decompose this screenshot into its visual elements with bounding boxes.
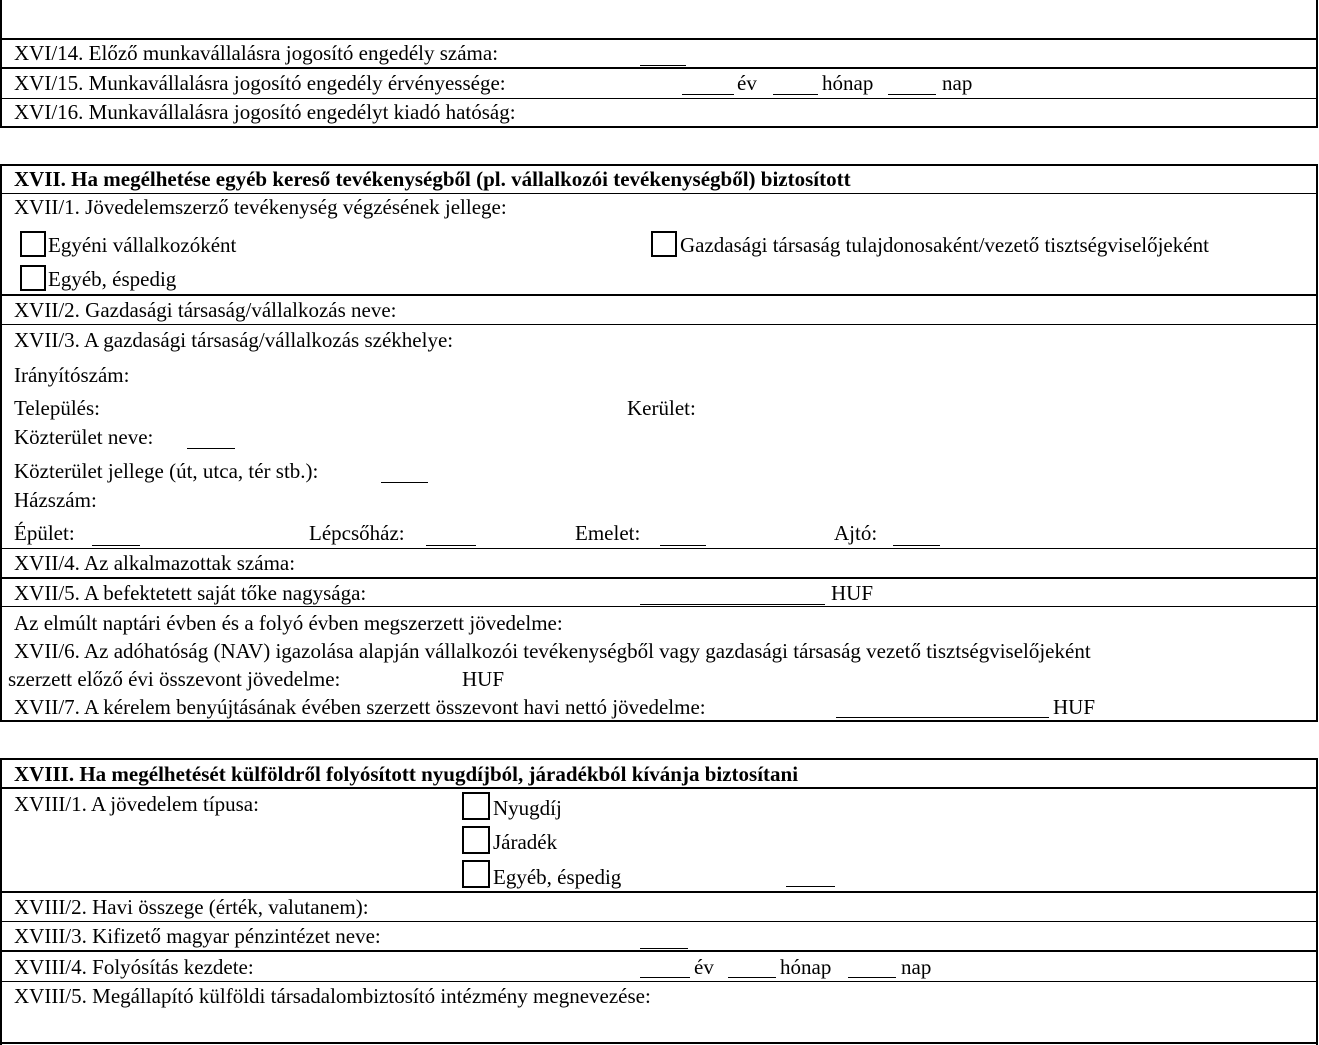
table-border-left xyxy=(0,758,2,1045)
checkbox-gazdasagi-tarsasag[interactable] xyxy=(651,231,677,257)
row-divider xyxy=(0,891,1318,893)
unit-huf: HUF xyxy=(1053,695,1096,719)
field-blank-nap[interactable] xyxy=(848,977,896,978)
table-border-right xyxy=(1316,758,1318,1045)
table-border-right xyxy=(1316,164,1318,722)
field-blank-honap[interactable] xyxy=(728,977,776,978)
row-divider xyxy=(0,67,1318,69)
checkbox-nyugdij[interactable] xyxy=(462,792,490,820)
field-label-ajto: Ajtó: xyxy=(834,521,878,545)
option-label-egyeb-xviii: Egyéb, éspedig xyxy=(493,865,622,889)
field-label-xvii-6: XVII/6. Az adóhatóság (NAV) igazolása alapján vállalkozói tevékenységből vagy gazdasági társaság vezető tisztségviselőjeként xyxy=(14,639,1091,663)
field-label-xvi-16: XVI/16. Munkavállalásra jogosító engedélyt kiadó hatóság: xyxy=(14,100,516,124)
field-label-xviii-4: XVIII/4. Folyósítás kezdete: xyxy=(14,955,254,979)
row-divider xyxy=(0,606,1318,607)
field-label-xvii-6-cont: szerzett előző évi összevont jövedelme: xyxy=(8,667,341,691)
field-blank-xvi-14[interactable] xyxy=(640,65,686,66)
field-label-xvii-3: XVII/3. A gazdasági társaság/vállalkozás székhelye: xyxy=(14,328,454,352)
field-label-hazszam: Házszám: xyxy=(14,488,97,512)
field-label-xvii-4: XVII/4. Az alkalmazottak száma: xyxy=(14,551,296,575)
option-label-jaradek: Járadék xyxy=(493,830,558,854)
field-label-xvii-7: XVII/7. A kérelem benyújtásának évében szerzett összevont havi nettó jövedelme: xyxy=(14,695,706,719)
checkbox-egyeb-xviii[interactable] xyxy=(462,860,490,888)
row-divider xyxy=(0,324,1318,325)
table-border-top xyxy=(0,164,1318,166)
field-label-emelet: Emelet: xyxy=(575,521,641,545)
field-label-xvii-5: XVII/5. A befektetett saját tőke nagysága: xyxy=(14,581,367,605)
checkbox-jaradek[interactable] xyxy=(462,826,490,854)
income-intro: Az elmúlt naptári évben és a folyó évben megszerzett jövedelme: xyxy=(14,611,563,635)
field-label-lepcsohaz: Lépcsőház: xyxy=(309,521,405,545)
field-blank-egyeb-xviii[interactable] xyxy=(786,886,835,887)
unit-huf: HUF xyxy=(462,667,505,691)
row-divider xyxy=(0,981,1318,982)
row-divider xyxy=(0,548,1318,549)
option-label-nyugdij: Nyugdíj xyxy=(493,796,562,820)
field-blank-lepcsohaz[interactable] xyxy=(426,545,476,546)
row-divider xyxy=(0,98,1318,99)
checkbox-egyeb[interactable] xyxy=(20,265,46,291)
field-label-telepules: Település: xyxy=(14,396,100,420)
field-label-xviii-5: XVIII/5. Megállapító külföldi társadalombiztosító intézmény megnevezése: xyxy=(14,984,651,1008)
field-label-xvi-15: XVI/15. Munkavállalásra jogosító engedély érvényessége: xyxy=(14,71,506,95)
field-label-xviii-3: XVIII/3. Kifizető magyar pénzintézet neve: xyxy=(14,924,381,948)
field-blank-penzintezet[interactable] xyxy=(640,948,688,949)
table-border-bottom xyxy=(0,720,1318,722)
field-label-kerulet: Kerület: xyxy=(627,396,696,420)
field-blank-emelet[interactable] xyxy=(660,545,706,546)
field-label-epulet: Épület: xyxy=(14,521,75,545)
field-blank-tőke[interactable] xyxy=(640,604,825,605)
field-label-xviii-2: XVIII/2. Havi összege (érték, valutanem): xyxy=(14,895,369,919)
row-divider xyxy=(0,193,1318,194)
row-divider xyxy=(0,921,1318,922)
option-label-egyeni: Egyéni vállalkozóként xyxy=(48,233,237,257)
table-border-top xyxy=(0,758,1318,760)
field-blank-havi-netto[interactable] xyxy=(836,717,1049,718)
unit-honap: hónap xyxy=(822,71,874,95)
table-border-right xyxy=(1316,0,1318,128)
unit-ev: év xyxy=(737,71,757,95)
field-blank-kozterulet-neve[interactable] xyxy=(187,448,235,449)
table-border-bottom xyxy=(0,126,1318,128)
field-label-xviii-1: XVIII/1. A jövedelem típusa: xyxy=(14,792,259,816)
field-blank-ev[interactable] xyxy=(640,977,690,978)
row-divider xyxy=(0,38,1318,40)
unit-nap: nap xyxy=(901,955,932,979)
checkbox-egyeni-vallalkozo[interactable] xyxy=(20,231,46,257)
field-blank-honap[interactable] xyxy=(773,94,818,95)
unit-ev: év xyxy=(694,955,714,979)
field-label-xvi-14: XVI/14. Előző munkavállalásra jogosító engedély száma: xyxy=(14,41,499,65)
row-divider xyxy=(0,950,1318,952)
option-label-egyeb: Egyéb, éspedig xyxy=(48,267,177,291)
row-divider xyxy=(0,294,1318,296)
section-title-xviii: XVIII. Ha megélhetését külföldről folyósított nyugdíjból, járadékból kívánja biztosítani xyxy=(14,762,799,786)
field-blank-ajto[interactable] xyxy=(893,545,940,546)
table-border-left xyxy=(0,164,2,722)
unit-nap: nap xyxy=(942,71,973,95)
table-border-left xyxy=(0,0,2,128)
field-label-xvii-1: XVII/1. Jövedelemszerző tevékenység végzésének jellege: xyxy=(14,195,507,219)
unit-honap: hónap xyxy=(780,955,832,979)
field-blank-nap[interactable] xyxy=(888,94,936,95)
table-border-bottom xyxy=(0,1042,1318,1044)
field-label-kozterulet-neve: Közterület neve: xyxy=(14,425,154,449)
option-label-gazdasagi: Gazdasági társaság tulajdonosaként/vezető tisztségviselőjeként xyxy=(680,233,1209,257)
field-label-kozterulet-jellege: Közterület jellege (út, utca, tér stb.): xyxy=(14,459,319,483)
field-label-xvii-2: XVII/2. Gazdasági társaság/vállalkozás neve: xyxy=(14,298,397,322)
field-blank-epulet[interactable] xyxy=(92,545,140,546)
field-label-iranyitoszam: Irányítószám: xyxy=(14,363,130,387)
row-divider xyxy=(0,577,1318,579)
field-blank-ev[interactable] xyxy=(682,94,734,95)
field-blank-kozterulet-jellege[interactable] xyxy=(381,482,428,483)
unit-huf: HUF xyxy=(831,581,874,605)
section-title-xvii: XVII. Ha megélhetése egyéb kereső tevékenységből (pl. vállalkozói tevékenységből) biztosított xyxy=(14,167,851,191)
row-divider xyxy=(0,787,1318,789)
